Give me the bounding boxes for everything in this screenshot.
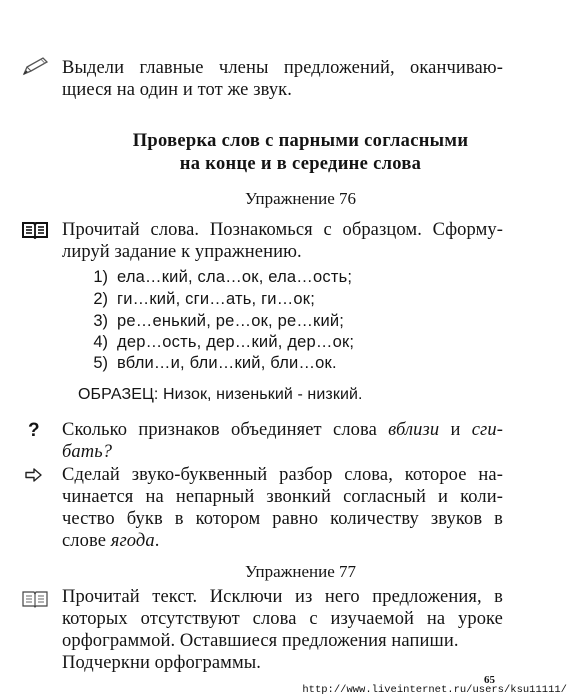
item-number: 3) — [93, 312, 108, 330]
item-number: 4) — [93, 333, 108, 351]
exercise-77-line-2: которых отсутствуют слова с изучаемой на уроке — [62, 609, 503, 629]
item-number: 1) — [93, 268, 108, 286]
book-icon — [22, 221, 48, 239]
page-number: 65 — [484, 674, 495, 686]
sample-text: ОБРАЗЕЦ: Низок, низенький - низкий. — [78, 386, 363, 403]
word-item: дер…ость, дер…кий, дер…ок; — [117, 333, 355, 351]
word-item: ги…кий, сги…ать, ги…ок; — [117, 290, 315, 308]
book-icon — [22, 590, 48, 608]
question-line-2: бать? — [62, 442, 113, 462]
question-line-1: Сколько признаков объединяет слова вблизи и сги- — [62, 420, 503, 440]
intro-line-1: Выдели главные члены предложений, оканчиваю- — [62, 58, 503, 78]
task-line-4: слове ягода. — [62, 531, 160, 551]
exercise-77-title: Упражнение 77 — [244, 562, 357, 581]
exercise-77-line-3: орфограммой. Оставшиеся предложения напиши. — [62, 631, 459, 651]
item-number: 2) — [93, 290, 108, 308]
exercise-76-title: Упражнение 76 — [244, 189, 357, 208]
exercise-76-instruction-line-2: лируй задание к упражнению. — [62, 242, 302, 262]
arrow-right-icon — [25, 468, 43, 482]
exercise-77-line-4: Подчеркни орфограммы. — [62, 653, 262, 673]
item-number: 5) — [93, 354, 108, 372]
exercise-77-line-1: Прочитай текст. Исключи из него предложения, в — [62, 587, 503, 607]
footer-url[interactable]: http://www.liveinternet.ru/users/ksu11111/ — [302, 684, 567, 696]
section-title-line-1: Проверка слов с парными согласными — [132, 131, 469, 151]
exercise-76-instruction-line-1: Прочитай слова. Познакомься с образцом. Сформу- — [62, 220, 503, 240]
word-item: ела…кий, сла…ок, ела…ость; — [117, 268, 353, 286]
task-line-1: Сделай звуко-буквенный разбор слова, которое на- — [62, 465, 503, 485]
word-item: ре…енький, ре…ок, ре…кий; — [117, 312, 345, 330]
intro-line-2: щиеся на один и тот же звук. — [62, 80, 292, 100]
question-icon: ? — [28, 420, 40, 441]
section-title-line-2: на конце и в середине слова — [179, 154, 422, 174]
pencil-icon — [22, 56, 50, 76]
word-item: вбли…и, бли…кий, бли…ок. — [117, 354, 337, 372]
task-line-3: чество букв в котором равно количеству звуков в — [62, 509, 503, 529]
task-line-2: чинается на непарный звонкий согласный и коли- — [62, 487, 503, 507]
